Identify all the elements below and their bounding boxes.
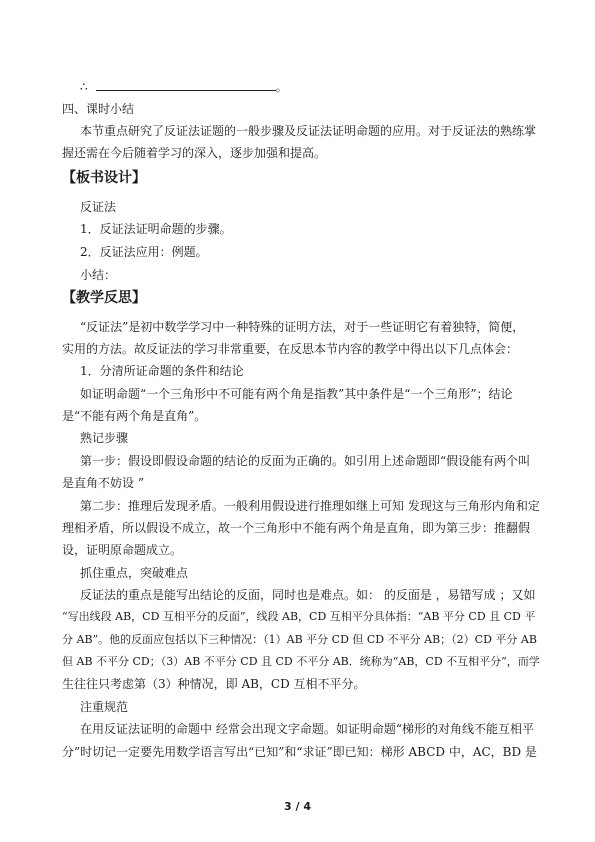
reflection-line-13: 反证法的重点是能写出结论的反面，同时也是难点。如： 的反面是 ，易错写成 ；又如 — [80, 588, 536, 602]
reflection-line-10: 理相矛盾，所以假设不成立，故一个三角形中不能有两个角是直角，即为第三步：推翻假 — [62, 521, 531, 535]
therefore-line — [80, 79, 288, 94]
reflection-heading: 【教学反思】 — [62, 290, 146, 306]
summary-line-1: 本节重点研究了反证法证题的一般步骤及反证法证明命题的应用。对于反证法的熟练掌 — [80, 124, 537, 138]
board-item-1: 反证法 — [80, 200, 117, 214]
therefore-symbol: ∴ — [80, 80, 88, 94]
reflection-line-1: “反证法”是初中数学学习中一种特殊的证明方法，对于一些证明它有着独特，简便， — [80, 320, 525, 334]
reflection-line-20: 分”时切记一定要先用数学语言写出“已知”和“求证”即已知：梯形 ABCD 中，AC，BD 是 — [62, 745, 537, 759]
reflection-line-2: 实用的方法。故反证法的学习非常重要，在反思本节内容的教学中得出以下几点体会： — [62, 342, 519, 356]
board-item-3: 2．反证法应用：例题。 — [80, 245, 208, 259]
summary-line-2: 握还需在今后随着学习的深入，逐步加强和提高。 — [62, 146, 327, 160]
reflection-line-19: 在用反证法证明的命题中 经常会出现文字命题。如证明命题“梯形的对角线不能互相平 — [80, 722, 534, 736]
reflection-line-4: 如证明命题“一个三角形中不可能有两个角是指教”其中条件是“一个三角形”；结论 — [80, 387, 513, 401]
page-number: 3 / 4 — [284, 800, 311, 813]
reflection-line-7: 第一步：假设即假设命题的结论的反面为正确的。如引用上述命题即“假设能有两个叫 — [80, 454, 531, 468]
reflection-line-18: 注重规范 — [80, 700, 129, 714]
reflection-line-17: 生往往只考虑第（3）种情况，即 AB，CD 互相不平分。 — [62, 677, 366, 691]
reflection-line-6: 熟记步骤 — [80, 431, 129, 445]
reflection-line-14: “写出线段 AB，CD 互相平分的反面”，线段 AB，CD 互相平分具体指：“AB 平分 CD 且 CD 平 — [62, 610, 536, 623]
reflection-line-16: 但 AB 不平分 CD；（3）AB 不平分 CD 且 CD 不平分 AB．统称为“AB，CD 不互相平分”，而学 — [62, 655, 540, 668]
reflection-line-5: 是“不能有两个角是直角”。 — [62, 409, 207, 423]
board-item-4: 小结： — [80, 268, 117, 282]
therefore-end: 。 — [275, 80, 288, 94]
reflection-line-3: 1．分清所证命题的条件和结论 — [80, 364, 244, 378]
reflection-line-11: 设，证明原命题成立。 — [62, 543, 183, 557]
reflection-line-8: 是直角不妨设 ” — [62, 476, 144, 490]
reflection-line-9: 第二步：推理后发现矛盾。一般利用假设进行推理如继上可知 发现这与三角形内角和定 — [80, 499, 540, 513]
reflection-line-15: 分 AB”。他的反面应包括以下三种情况：（1）AB 平分 CD 但 CD 不平分 AB；（2）CD 平分 AB — [62, 633, 537, 646]
answer-blank — [96, 79, 276, 91]
board-heading: 【板书设计】 — [62, 170, 146, 186]
section4-title: 四、课时小结 — [62, 102, 135, 116]
board-item-2: 1．反证法证明命题的步骤。 — [80, 222, 232, 236]
reflection-line-12: 抓住重点，突破难点 — [80, 566, 189, 580]
